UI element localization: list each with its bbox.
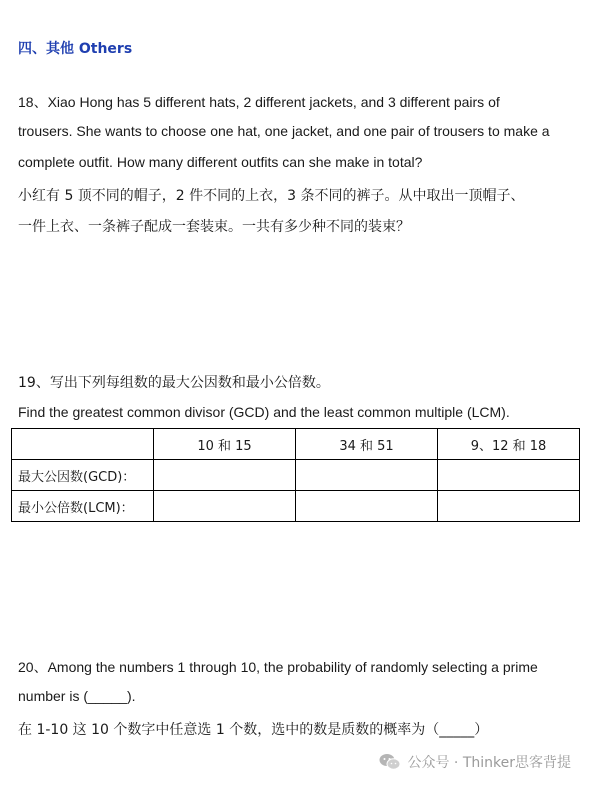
q18-en-line-3: complete outfit. How many different outfits can she make in total?	[18, 154, 423, 170]
row-label-lcm: 最小公倍数(LCM)：	[12, 491, 154, 522]
table-header-cell: 10 和 15	[154, 429, 296, 460]
q19-en-line: Find the greatest common divisor (GCD) and the least common multiple (LCM).	[18, 404, 510, 420]
q18-en-line-2: trousers. She wants to choose one hat, one jacket, and one pair of trousers to make a	[18, 123, 550, 139]
table-header-row	[12, 429, 580, 460]
answer-cell[interactable]	[154, 491, 296, 522]
q18-en-line-1: 18、Xiao Hong has 5 different hats, 2 different jackets, and 3 different pairs of	[18, 94, 500, 110]
watermark-text: 公众号 · Thinker思客背提	[407, 755, 571, 771]
gcd-lcm-table	[11, 428, 580, 522]
q18-zh-line-2: 一件上衣、一条裤子配成一套装束。一共有多少种不同的装束？	[18, 219, 410, 235]
answer-cell[interactable]	[296, 491, 438, 522]
table-header-cell: 34 和 51	[296, 429, 438, 460]
watermark	[379, 752, 571, 772]
q20-en-line-1: 20、Among the numbers 1 through 10, the probability of randomly selecting a prime	[18, 659, 538, 675]
q18-zh-line-1: 小红有 5 顶不同的帽子，2 件不同的上衣，3 条不同的裤子。从中取出一顶帽子、	[18, 188, 525, 204]
row-label-gcd: 最大公因数(GCD)：	[12, 460, 154, 491]
answer-cell[interactable]	[438, 491, 580, 522]
wechat-icon	[379, 753, 401, 771]
q20-zh-line: 在 1-10 这 10 个数字中任意选 1 个数，选中的数是质数的概率为（_____）	[18, 722, 489, 738]
q20-en-line-2: number is (_____).	[18, 688, 136, 704]
q19-zh-line: 19、写出下列每组数的最大公因数和最小公倍数。	[18, 375, 330, 391]
table-header-cell: 9、12 和 18	[438, 429, 580, 460]
section-heading: 四、其他 Others	[18, 41, 133, 57]
table-row	[12, 491, 580, 522]
table-header-cell	[12, 429, 154, 460]
answer-cell[interactable]	[296, 460, 438, 491]
answer-cell[interactable]	[154, 460, 296, 491]
table-row	[12, 460, 580, 491]
answer-cell[interactable]	[438, 460, 580, 491]
